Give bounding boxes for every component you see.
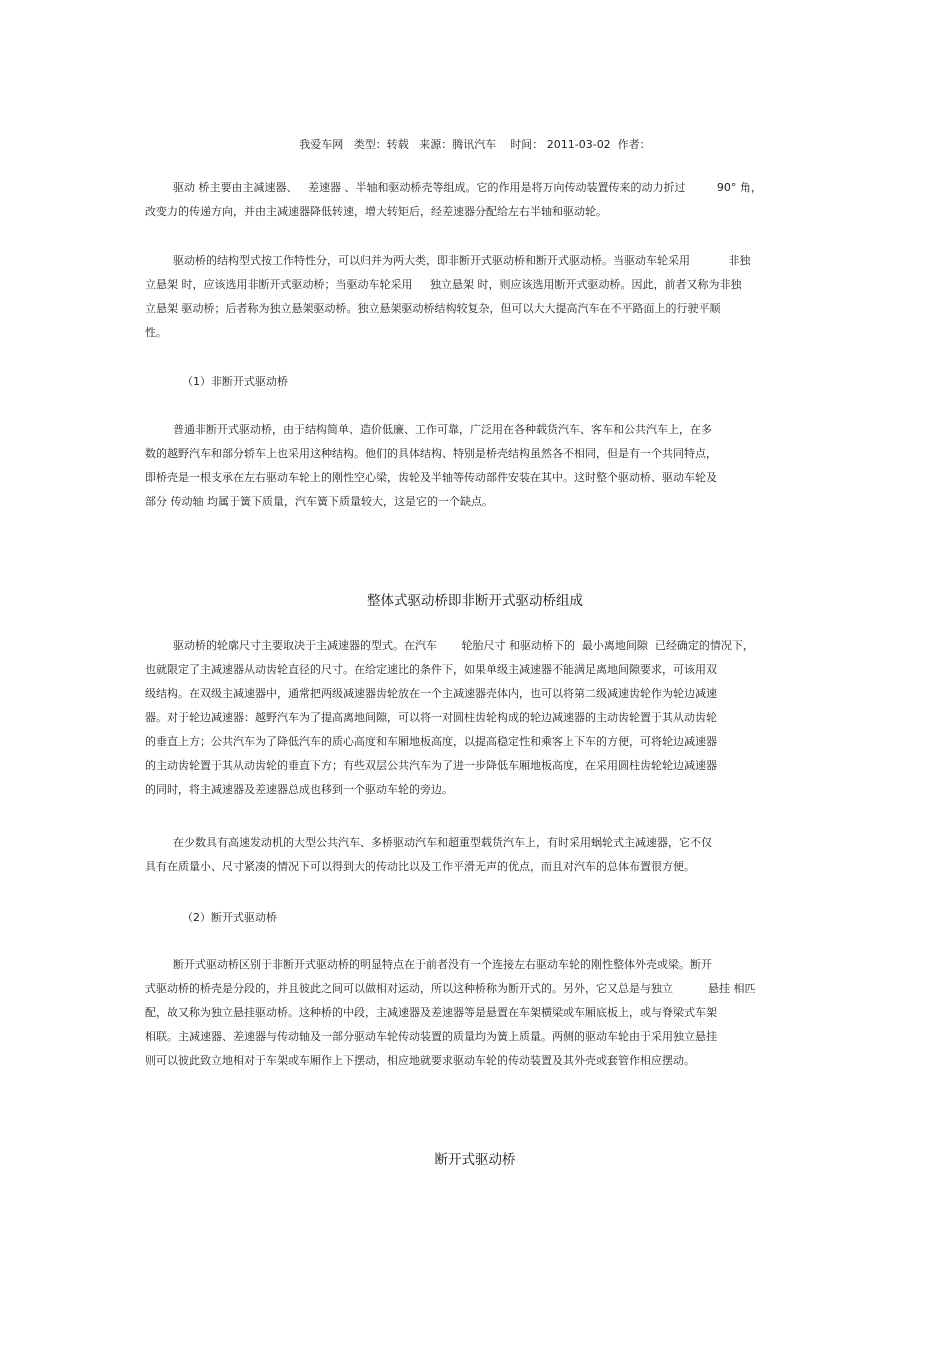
text-line: 在少数具有高速发动机的大型公共汽车、多桥驱动汽车和超重型载货汽车上，有时采用蜗轮式主减速器，它不仅 xyxy=(145,836,712,849)
text-line: 驱动 桥主要由主减速器、 差速器 、半轴和驱动桥壳等组成。它的作用是将万向传动装置传来的动力折过 90° 角， xyxy=(145,181,762,194)
paragraph-intro xyxy=(145,176,810,224)
figure-heading-1: 整体式驱动桥即非断开式驱动桥组成 xyxy=(367,593,583,609)
text-line: 相联。主减速器、差速器与传动轴及一部分驱动车轮传动装置的质量均为簧上质量。两侧的驱动车轮由于采用独立悬挂 xyxy=(145,1030,717,1043)
text-line: 的垂直上方；公共汽车为了降低汽车的质心高度和车厢地板高度，以提高稳定性和乘客上下车的方便，可将轮边减速器 xyxy=(145,735,717,748)
text-line: 驱动桥的轮廓尺寸主要取决于主减速器的型式。在汽车 轮胎尺寸 和驱动桥下的 最小离地间隙 已经确定的情况下， xyxy=(145,639,754,652)
text-line: 立悬架 驱动桥；后者称为独立悬架驱动桥。独立悬架驱动桥结构较复杂，但可以大大提高汽车在不平路面上的行驶平顺 xyxy=(145,302,721,315)
text-line: 普通非断开式驱动桥，由于结构简单、造价低廉、工作可靠，广泛用在各种载货汽车、客车和公共汽车上，在多 xyxy=(145,423,712,436)
text-line: 配，故又称为独立悬挂驱动桥。这种桥的中段，主减速器及差速器等是悬置在车架横梁或车厢底板上，或与脊梁式车架 xyxy=(145,1006,717,1019)
text-line: 性。 xyxy=(145,326,167,339)
text-line: 改变力的传递方向，并由主减速器降低转速，增大转矩后，经差速器分配给左右半轴和驱动轮。 xyxy=(145,205,607,218)
text-line: 也就限定了主减速器从动齿轮直径的尺寸。在给定速比的条件下，如果单级主减速器不能满足离地间隙要求，可该用双 xyxy=(145,663,717,676)
text-line: 驱动桥的结构型式按工作特性分，可以归并为两大类，即非断开式驱动桥和断开式驱动桥。当驱动车轮采用 非独 xyxy=(145,254,751,267)
text-line: 器。对于轮边减速器：越野汽车为了提高离地间隙，可以将一对圆柱齿轮构成的轮边减速器的主动齿轮置于其从动齿轮 xyxy=(145,711,717,724)
article-meta: 我爱车网 类型：转载 来源：腾讯汽车 时间： 2011-03-02 作者： xyxy=(299,138,651,151)
text-line: 即桥壳是一根支承在左右驱动车轮上的刚性空心梁，齿轮及半轴等传动部件安装在其中。这时整个驱动桥、驱动车轮及 xyxy=(145,471,717,484)
section-subheading-2: （2）断开式驱动桥 xyxy=(182,911,277,924)
paragraph-split-axle xyxy=(145,953,810,1073)
text-line: 数的越野汽车和部分轿车上也采用这种结构。他们的具体结构、特别是桥壳结构虽然各不相同，但是有一个共同特点， xyxy=(145,447,717,460)
figure-heading-2: 断开式驱动桥 xyxy=(434,1152,516,1168)
section-subheading-1: （1）非断开式驱动桥 xyxy=(182,375,288,388)
paragraph-non-split-axle xyxy=(145,418,810,514)
text-line: 部分 传动轴 均属于簧下质量，汽车簧下质量较大，这是它的一个缺点。 xyxy=(145,495,493,508)
text-line: 式驱动桥的桥壳是分段的，并且彼此之间可以做相对运动，所以这种桥称为断开式的。另外，它又总是与独立 悬挂 相匹 xyxy=(145,982,756,995)
text-line: 的主动齿轮置于其从动齿轮的垂直下方；有些双层公共汽车为了进一步降低车厢地板高度，在采用圆柱齿轮轮边减速器 xyxy=(145,759,717,772)
text-line: 断开式驱动桥区别于非断开式驱动桥的明显特点在于前者没有一个连接左右驱动车轮的刚性整体外壳或梁。断开 xyxy=(145,958,712,971)
text-line: 级结构。在双级主减速器中，通常把两级减速器齿轮放在一个主减速器壳体内，也可以将第二级减速齿轮作为轮边减速 xyxy=(145,687,717,700)
paragraph-worm-reducer xyxy=(145,831,810,879)
text-line: 的同时，将主减速器及差速器总成也移到一个驱动车轮的旁边。 xyxy=(145,783,453,796)
text-line: 具有在质量小、尺寸紧凑的情况下可以得到大的传动比以及工作平滑无声的优点，而且对汽车的总体布置很方便。 xyxy=(145,860,695,873)
paragraph-main-reducer xyxy=(145,634,810,802)
text-line: 立悬架 时，应该选用非断开式驱动桥；当驱动车轮采用 独立悬架 时，则应该选用断开式驱动桥。因此，前者又称为非独 xyxy=(145,278,742,291)
paragraph-types xyxy=(145,249,810,345)
text-line: 则可以彼此致立地相对于车架或车厢作上下摆动，相应地就要求驱动车轮的传动装置及其外壳或套管作相应摆动。 xyxy=(145,1054,695,1067)
